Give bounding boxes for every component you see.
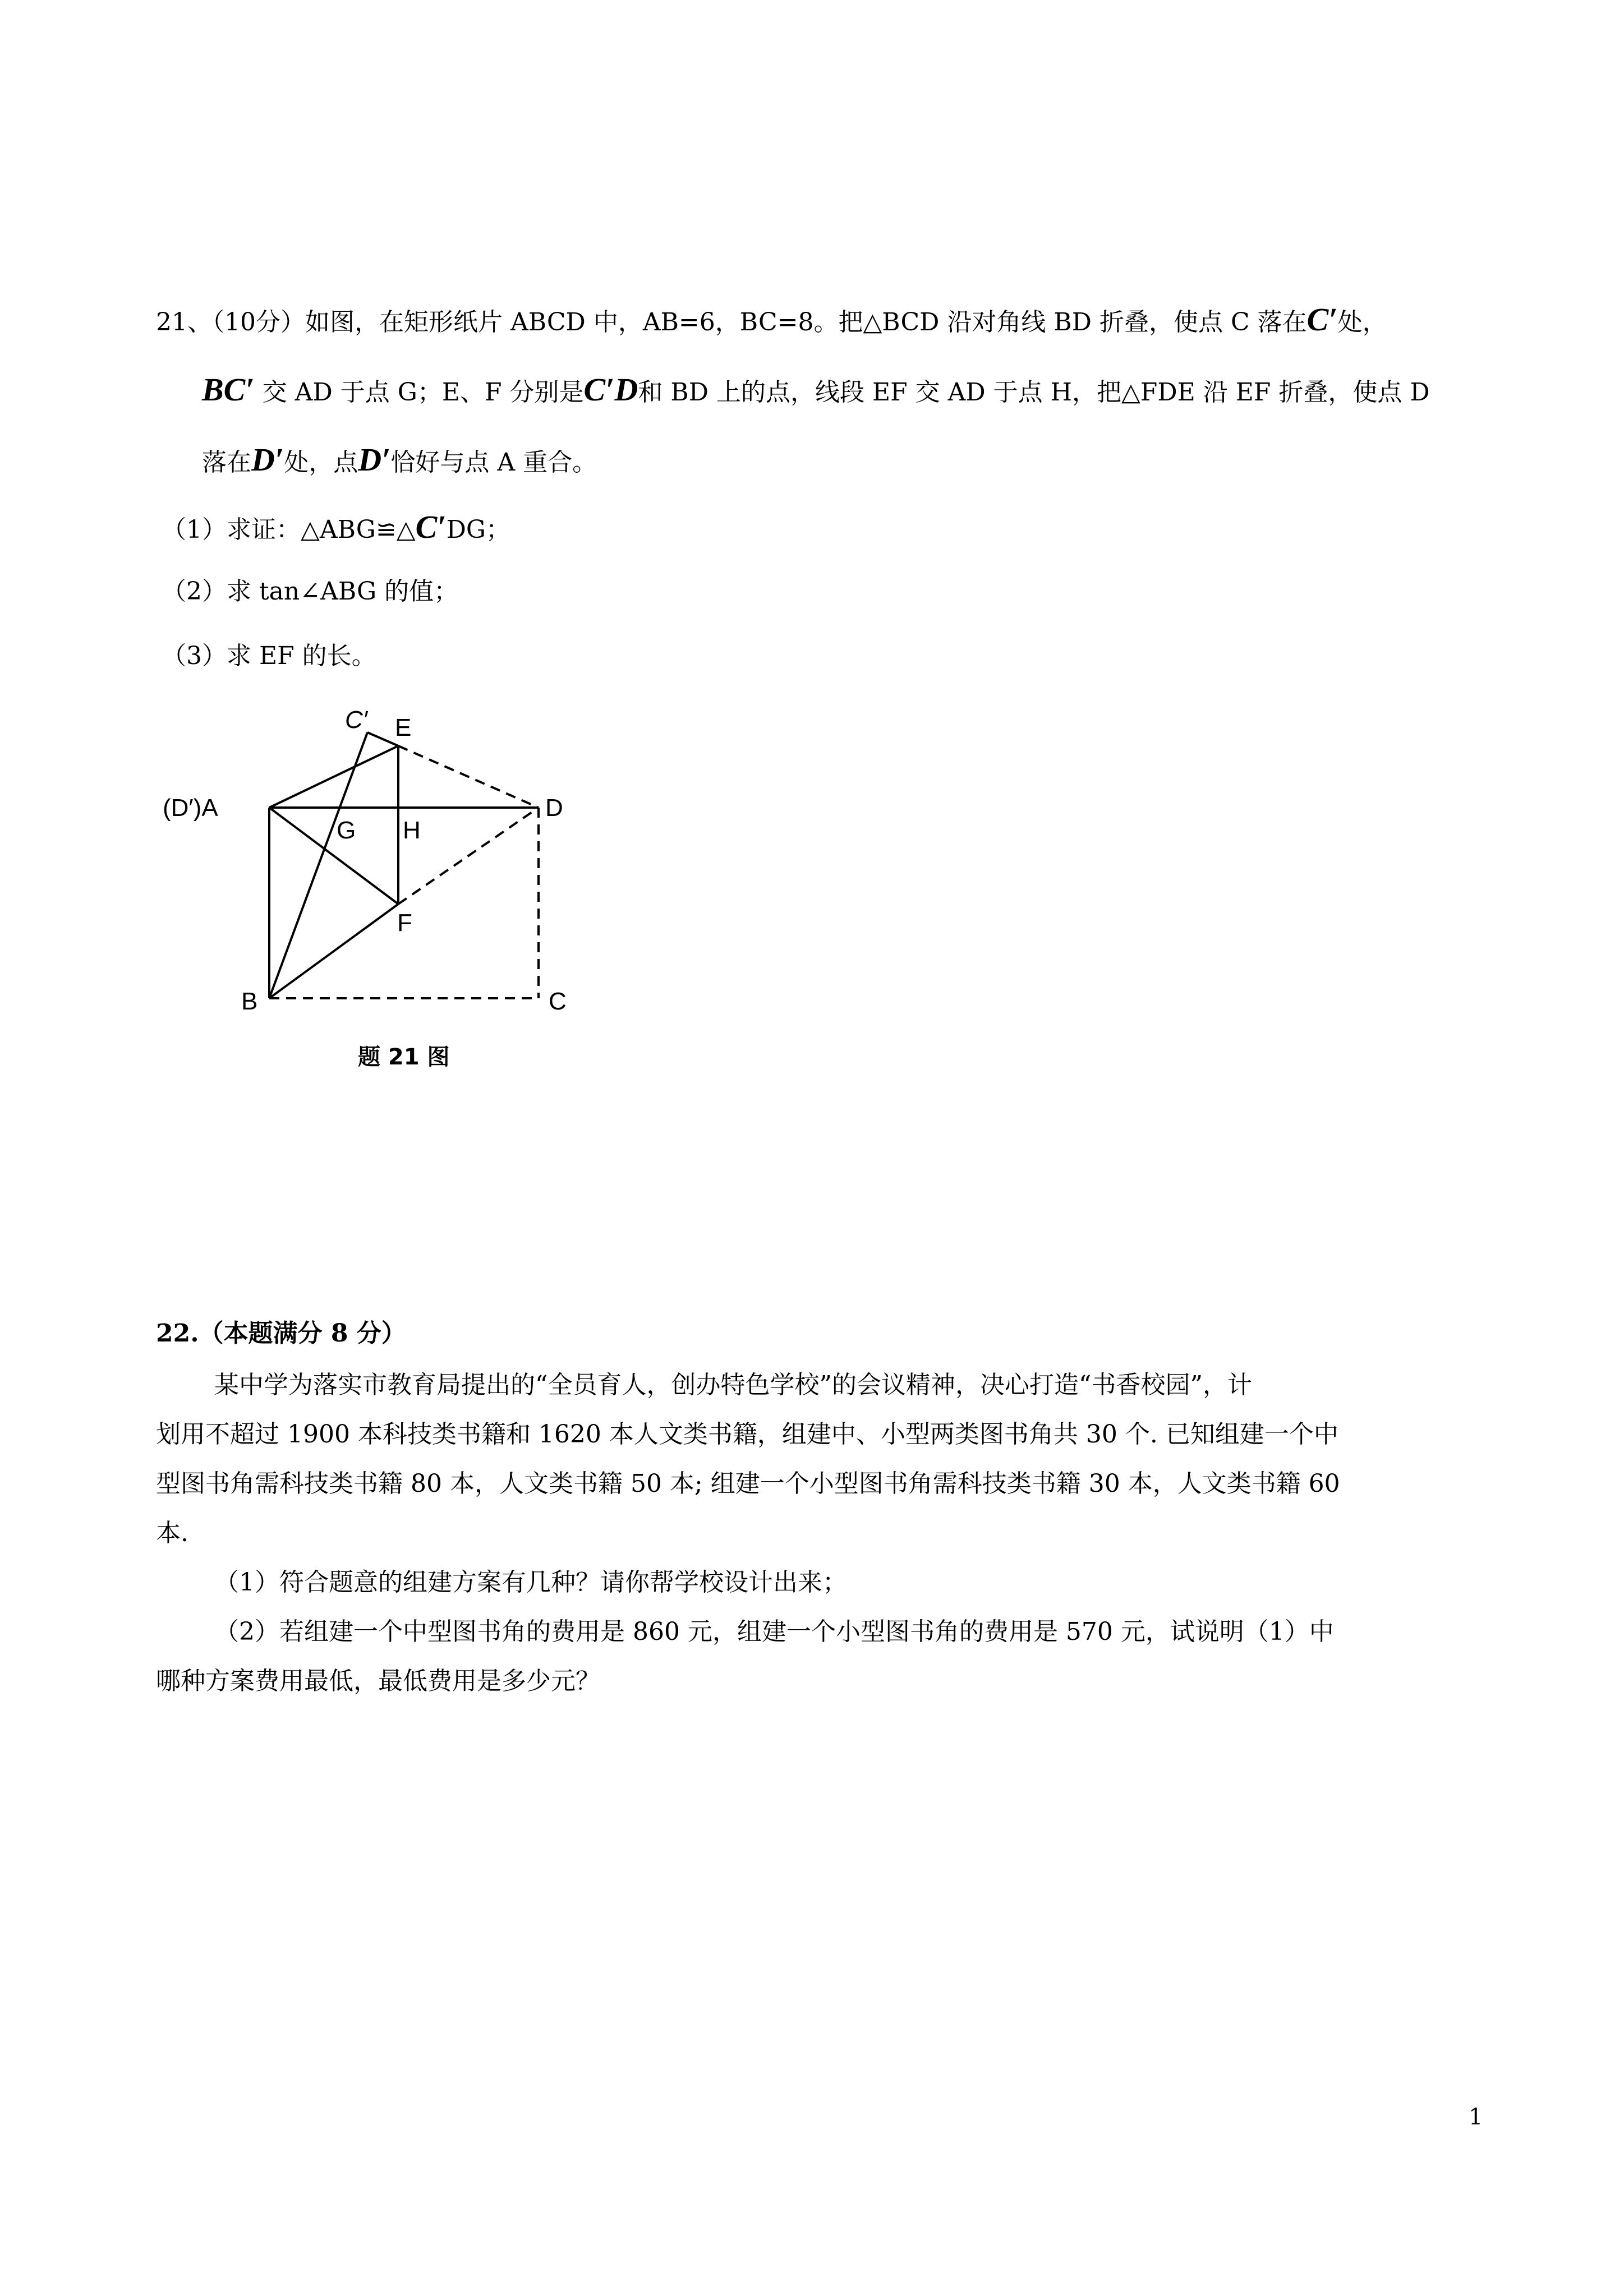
label-d-prime-a: (D′)A [163, 794, 218, 822]
segment-c-prime-e [367, 732, 398, 746]
q22-p1: 某中学为落实市教育局提出的“全员育人，创办特色学校”的会议精神，决心打造“书香校园”，计 [214, 1371, 1252, 1399]
symbol-c-prime: C′ [1306, 301, 1338, 338]
page-number: 1 [1469, 2104, 1483, 2130]
label-f: F [397, 909, 412, 937]
label-c: C [549, 988, 567, 1015]
q21-line3 [202, 443, 597, 480]
q21-line3-a: 落在 [202, 448, 251, 477]
q21-sub1-b: DG； [446, 515, 511, 544]
q21-line1 [156, 303, 1387, 339]
q21-line3-c: 恰好与点 A 重合。 [390, 448, 597, 477]
q21-line1-text: 21、（10分）如图，在矩形纸片 ABCD 中，AB=6，BC=8。把△BCD 沿对角线 BD 折叠，使点 C 落在 [156, 308, 1307, 336]
q22-s1: （1）符合题意的组建方案有几种？请你帮学校设计出来； [214, 1568, 847, 1597]
q22-p4: 本. [156, 1519, 188, 1547]
figure-caption: 题 21 图 [358, 1044, 450, 1070]
q21-sub3: （3）求 EF 的长。 [162, 642, 376, 670]
dashed-ed [398, 746, 539, 808]
q22-s2a: （2）若组建一个中型图书角的费用是 860 元，组建一个小型图书角的费用是 570 元，试说明（1）中 [214, 1617, 1334, 1646]
label-c-prime: C′ [345, 706, 368, 734]
q21-line2-a: 交 AD 于点 G；E、F 分别是 [262, 378, 584, 407]
symbol-c-prime-d: C′D [583, 371, 638, 408]
symbol-c-prime-3: C′ [415, 509, 447, 545]
label-b: B [241, 988, 258, 1015]
q21-sub2: （2）求 tan∠ABG 的值； [162, 577, 459, 606]
q21-sub1-a: （1）求证：△ABG≌△ [162, 515, 416, 544]
q21-line3-b: 处，点 [284, 448, 358, 477]
figure-21 [157, 695, 606, 1077]
symbol-d-prime-2: D′ [358, 441, 391, 478]
q22-p2: 划用不超过 1900 本科技类书籍和 1620 本人文类书籍，组建中、小型两类图书角共 30 个. 已知组建一个中 [156, 1420, 1338, 1449]
label-g: G [337, 817, 356, 844]
q21-line2-b: 和 BD 上的点，线段 EF 交 AD 于点 H，把△FDE 沿 EF 折叠，使点 D [638, 378, 1430, 407]
label-d: D [545, 794, 563, 822]
symbol-bc-prime: BC′ [202, 371, 255, 408]
segment-bf [269, 904, 398, 998]
q21-sub1 [162, 510, 510, 547]
label-h: H [403, 817, 421, 844]
q22-p3: 型图书角需科技类书籍 80 本，人文类书籍 50 本; 组建一个小型图书角需科技类书籍 30 本，人文类书籍 60 [156, 1469, 1340, 1498]
symbol-d-prime: D′ [251, 441, 284, 478]
q21-line1-tail: 处， [1337, 308, 1387, 336]
segment-bc-prime [269, 732, 367, 998]
q22-title: 22.（本题满分 8 分） [156, 1319, 406, 1348]
segment-ae [269, 746, 398, 808]
q21-line2 [202, 373, 1430, 409]
q22-s2b: 哪种方案费用最低，最低费用是多少元？ [156, 1667, 600, 1695]
label-e: E [395, 714, 412, 741]
